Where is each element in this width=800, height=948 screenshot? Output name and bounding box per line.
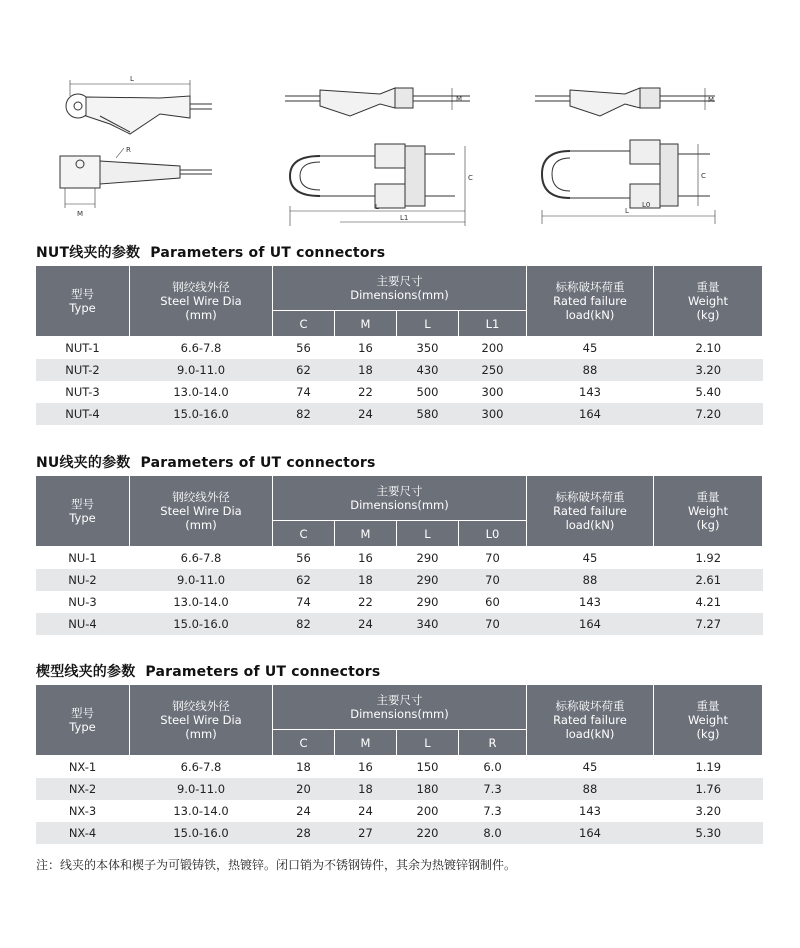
header-dim-col: C	[273, 730, 335, 756]
section-title-en: Parameters of UT connectors	[140, 455, 376, 471]
table-row	[36, 800, 763, 822]
table-cell: 7.3	[483, 804, 502, 818]
header-dim-cn: 主要尺寸	[376, 693, 423, 707]
header-type	[36, 685, 130, 756]
table-cell: 20	[273, 778, 335, 800]
header-weight-unit: (kg)	[696, 518, 720, 532]
table-cell: 82	[273, 403, 335, 425]
table-cell: 22	[358, 595, 373, 609]
header-dim-col: R	[459, 730, 527, 756]
table-cell: 200	[481, 341, 504, 355]
table-cell: 143	[579, 385, 601, 399]
table-cell: 74	[296, 595, 311, 609]
header-dimensions	[273, 266, 527, 311]
header-type-en: Type	[69, 720, 96, 734]
params-table	[35, 475, 763, 635]
table-cell: 88	[527, 569, 654, 591]
header-type-cn: 型号	[71, 287, 94, 301]
table-cell: 7.20	[654, 403, 763, 425]
params-table	[35, 684, 763, 844]
header-load-unit: load(kN)	[565, 308, 615, 322]
drawing-label: M	[456, 95, 463, 103]
table-cell: 430	[397, 359, 459, 381]
section-title-cn: NUT线夹的参数	[36, 245, 141, 261]
table-cell: 45	[582, 341, 598, 355]
table-row	[36, 591, 763, 613]
table-cell: NUT-2	[36, 359, 130, 381]
header-wire-dia	[130, 476, 273, 547]
header-weight-en: Weight	[687, 504, 729, 518]
table-row	[36, 403, 763, 425]
table-cell: NU-3	[68, 595, 97, 609]
table-cell: 290	[416, 551, 439, 565]
header-dim-col: M	[335, 521, 397, 547]
drawing-label: M	[77, 210, 84, 218]
table-cell: NX-1	[68, 760, 97, 774]
header-type-en: Type	[69, 301, 96, 315]
table-cell: 5.30	[654, 822, 763, 844]
section-title-cn: NU线夹的参数	[36, 455, 131, 471]
table-cell: 18	[335, 778, 397, 800]
table-cell: NU-4	[36, 613, 130, 635]
header-weight-unit: (kg)	[696, 727, 720, 741]
table-cell: 143	[579, 804, 601, 818]
table-cell: 7.27	[654, 613, 763, 635]
table-cell: 300	[481, 385, 504, 399]
header-dim-en: Dimensions(mm)	[350, 707, 449, 721]
table-cell: 164	[527, 613, 654, 635]
header-failure-load	[527, 266, 654, 337]
section-title-en: Parameters of UT connectors	[145, 664, 381, 680]
drawing-wedge-clamp	[40, 66, 220, 226]
header-dim-col: M	[335, 311, 397, 337]
header-type	[36, 476, 130, 547]
header-weight-cn: 重量	[696, 699, 720, 713]
drawing-label: L	[375, 203, 379, 211]
drawing-label: M	[708, 96, 715, 104]
header-load-cn: 标称破坏荷重	[555, 490, 625, 504]
table-row	[36, 337, 763, 360]
table-cell: 74	[296, 385, 311, 399]
table-cell: 1.19	[695, 760, 722, 774]
header-failure-load	[527, 685, 654, 756]
table-cell: 15.0-16.0	[130, 403, 273, 425]
table-cell: 24	[358, 804, 373, 818]
table-cell: NX-3	[68, 804, 97, 818]
header-failure-load	[527, 476, 654, 547]
table-cell: 164	[527, 822, 654, 844]
table-cell: 6.0	[483, 760, 502, 774]
header-dia-en: Steel Wire Dia	[160, 713, 242, 727]
header-weight-en: Weight	[687, 713, 729, 727]
table-cell: NU-1	[68, 551, 97, 565]
drawing-label: C	[701, 172, 706, 180]
table-cell: 2.61	[654, 569, 763, 591]
table-cell: 143	[579, 595, 601, 609]
section-title-en: Parameters of UT connectors	[150, 245, 386, 261]
header-dia-unit: (mm)	[185, 518, 217, 532]
table-cell: 62	[273, 359, 335, 381]
header-weight-en: Weight	[687, 294, 729, 308]
header-load-en: Rated failure	[553, 504, 627, 518]
table-row	[36, 547, 763, 570]
table-row	[36, 359, 763, 381]
section-title	[36, 661, 380, 681]
header-dia-en: Steel Wire Dia	[160, 504, 242, 518]
drawing-nut-connector	[280, 66, 480, 226]
header-dim-en: Dimensions(mm)	[350, 288, 449, 302]
header-load-en: Rated failure	[553, 294, 627, 308]
table-row	[36, 569, 763, 591]
table-cell: 6.6-7.8	[180, 551, 222, 565]
header-type-cn: 型号	[71, 497, 94, 511]
header-wire-dia	[130, 266, 273, 337]
header-weight	[654, 266, 763, 337]
table-cell: 18	[296, 760, 311, 774]
table-cell: 70	[459, 613, 527, 635]
footnote: 注：线夹的本体和楔子为可锻铸铁，热镀锌。闭口销为不锈钢铸件，其余为热镀锌钢制件。	[36, 858, 517, 872]
table-cell: 2.10	[695, 341, 722, 355]
header-type	[36, 266, 130, 337]
table-cell: 16	[358, 760, 373, 774]
header-dimensions	[273, 476, 527, 521]
table-cell: 70	[459, 569, 527, 591]
table-cell: 24	[296, 804, 311, 818]
header-load-unit: load(kN)	[565, 518, 615, 532]
drawing-label: L1	[400, 214, 409, 222]
table-cell: 220	[397, 822, 459, 844]
table-cell: 16	[358, 551, 373, 565]
table-cell: 500	[416, 385, 439, 399]
table-cell: 290	[397, 569, 459, 591]
table-cell: NU-2	[36, 569, 130, 591]
table-cell: 22	[358, 385, 373, 399]
header-dim-col: C	[273, 521, 335, 547]
table-cell: 250	[459, 359, 527, 381]
header-dim-en: Dimensions(mm)	[350, 498, 449, 512]
header-dim-col: L	[397, 521, 459, 547]
table-cell: 88	[527, 778, 654, 800]
table-cell: 24	[335, 613, 397, 635]
table-cell: 56	[296, 341, 311, 355]
table-cell: 15.0-16.0	[130, 613, 273, 635]
technical-drawings	[30, 66, 770, 236]
header-dimensions	[273, 685, 527, 730]
table-row	[36, 756, 763, 779]
table-cell: 180	[397, 778, 459, 800]
header-wire-dia	[130, 685, 273, 756]
table-cell: 13.0-14.0	[173, 385, 229, 399]
drawing-nu-connector	[530, 66, 730, 226]
drawing-label: L0	[642, 201, 651, 209]
table-cell: NX-2	[36, 778, 130, 800]
table-cell: 27	[335, 822, 397, 844]
table-cell: 4.21	[695, 595, 722, 609]
table-cell: 13.0-14.0	[173, 804, 229, 818]
header-load-cn: 标称破坏荷重	[555, 699, 625, 713]
header-load-en: Rated failure	[553, 713, 627, 727]
table-cell: 150	[416, 760, 439, 774]
table-cell: 1.76	[654, 778, 763, 800]
table-cell: 3.20	[654, 359, 763, 381]
section-title-cn: 楔型线夹的参数	[36, 664, 136, 680]
drawing-label: L	[130, 75, 134, 83]
table-cell: 70	[485, 551, 500, 565]
table-cell: NX-4	[36, 822, 130, 844]
table-row	[36, 613, 763, 635]
table-cell: NUT-3	[65, 385, 100, 399]
table-row	[36, 778, 763, 800]
table-cell: 8.0	[459, 822, 527, 844]
params-table	[35, 265, 763, 425]
header-dia-unit: (mm)	[185, 727, 217, 741]
table-cell: 580	[397, 403, 459, 425]
header-weight-unit: (kg)	[696, 308, 720, 322]
drawing-label: R	[126, 146, 131, 154]
table-cell: 16	[358, 341, 373, 355]
header-weight	[654, 476, 763, 547]
table-cell: 15.0-16.0	[130, 822, 273, 844]
table-cell: 24	[335, 403, 397, 425]
table-cell: 45	[582, 551, 598, 565]
header-weight	[654, 685, 763, 756]
table-cell: 290	[416, 595, 439, 609]
header-dia-cn: 钢绞线外径	[172, 280, 230, 294]
header-dim-col: L	[397, 311, 459, 337]
table-cell: 18	[335, 569, 397, 591]
header-weight-cn: 重量	[696, 490, 720, 504]
table-cell: 350	[416, 341, 439, 355]
table-cell: 60	[485, 595, 500, 609]
table-cell: 56	[296, 551, 311, 565]
table-cell: 6.6-7.8	[180, 760, 222, 774]
table-cell: 164	[527, 403, 654, 425]
table-cell: 62	[273, 569, 335, 591]
header-type-en: Type	[69, 511, 96, 525]
table-cell: 28	[273, 822, 335, 844]
table-cell: 300	[459, 403, 527, 425]
header-dim-col: L	[397, 730, 459, 756]
header-dim-cn: 主要尺寸	[376, 274, 423, 288]
header-dia-en: Steel Wire Dia	[160, 294, 242, 308]
header-load-unit: load(kN)	[565, 727, 615, 741]
header-dia-cn: 钢绞线外径	[172, 490, 230, 504]
section-title	[36, 452, 376, 472]
table-cell: 3.20	[695, 804, 722, 818]
table-cell: 45	[582, 760, 598, 774]
drawing-label: L	[625, 207, 629, 215]
drawing-label: C	[468, 174, 473, 182]
table-cell: 7.3	[459, 778, 527, 800]
table-row	[36, 381, 763, 403]
header-dim-col: L1	[459, 311, 527, 337]
table-cell: 18	[335, 359, 397, 381]
header-weight-cn: 重量	[696, 280, 720, 294]
table-cell: 1.92	[695, 551, 722, 565]
header-dim-col: C	[273, 311, 335, 337]
table-cell: 200	[416, 804, 439, 818]
header-dia-cn: 钢绞线外径	[172, 699, 230, 713]
table-cell: 9.0-11.0	[130, 778, 273, 800]
table-cell: NUT-4	[36, 403, 130, 425]
table-cell: NUT-1	[65, 341, 100, 355]
table-cell: 88	[527, 359, 654, 381]
header-dim-cn: 主要尺寸	[376, 484, 423, 498]
section-title	[36, 242, 385, 262]
header-load-cn: 标称破坏荷重	[555, 280, 625, 294]
table-cell: 9.0-11.0	[130, 569, 273, 591]
table-cell: 6.6-7.8	[180, 341, 222, 355]
table-cell: 5.40	[695, 385, 722, 399]
table-cell: 13.0-14.0	[173, 595, 229, 609]
header-type-cn: 型号	[71, 706, 94, 720]
table-cell: 82	[273, 613, 335, 635]
table-row	[36, 822, 763, 844]
header-dim-col: L0	[459, 521, 527, 547]
table-cell: 9.0-11.0	[130, 359, 273, 381]
table-cell: 340	[397, 613, 459, 635]
header-dia-unit: (mm)	[185, 308, 217, 322]
header-dim-col: M	[335, 730, 397, 756]
